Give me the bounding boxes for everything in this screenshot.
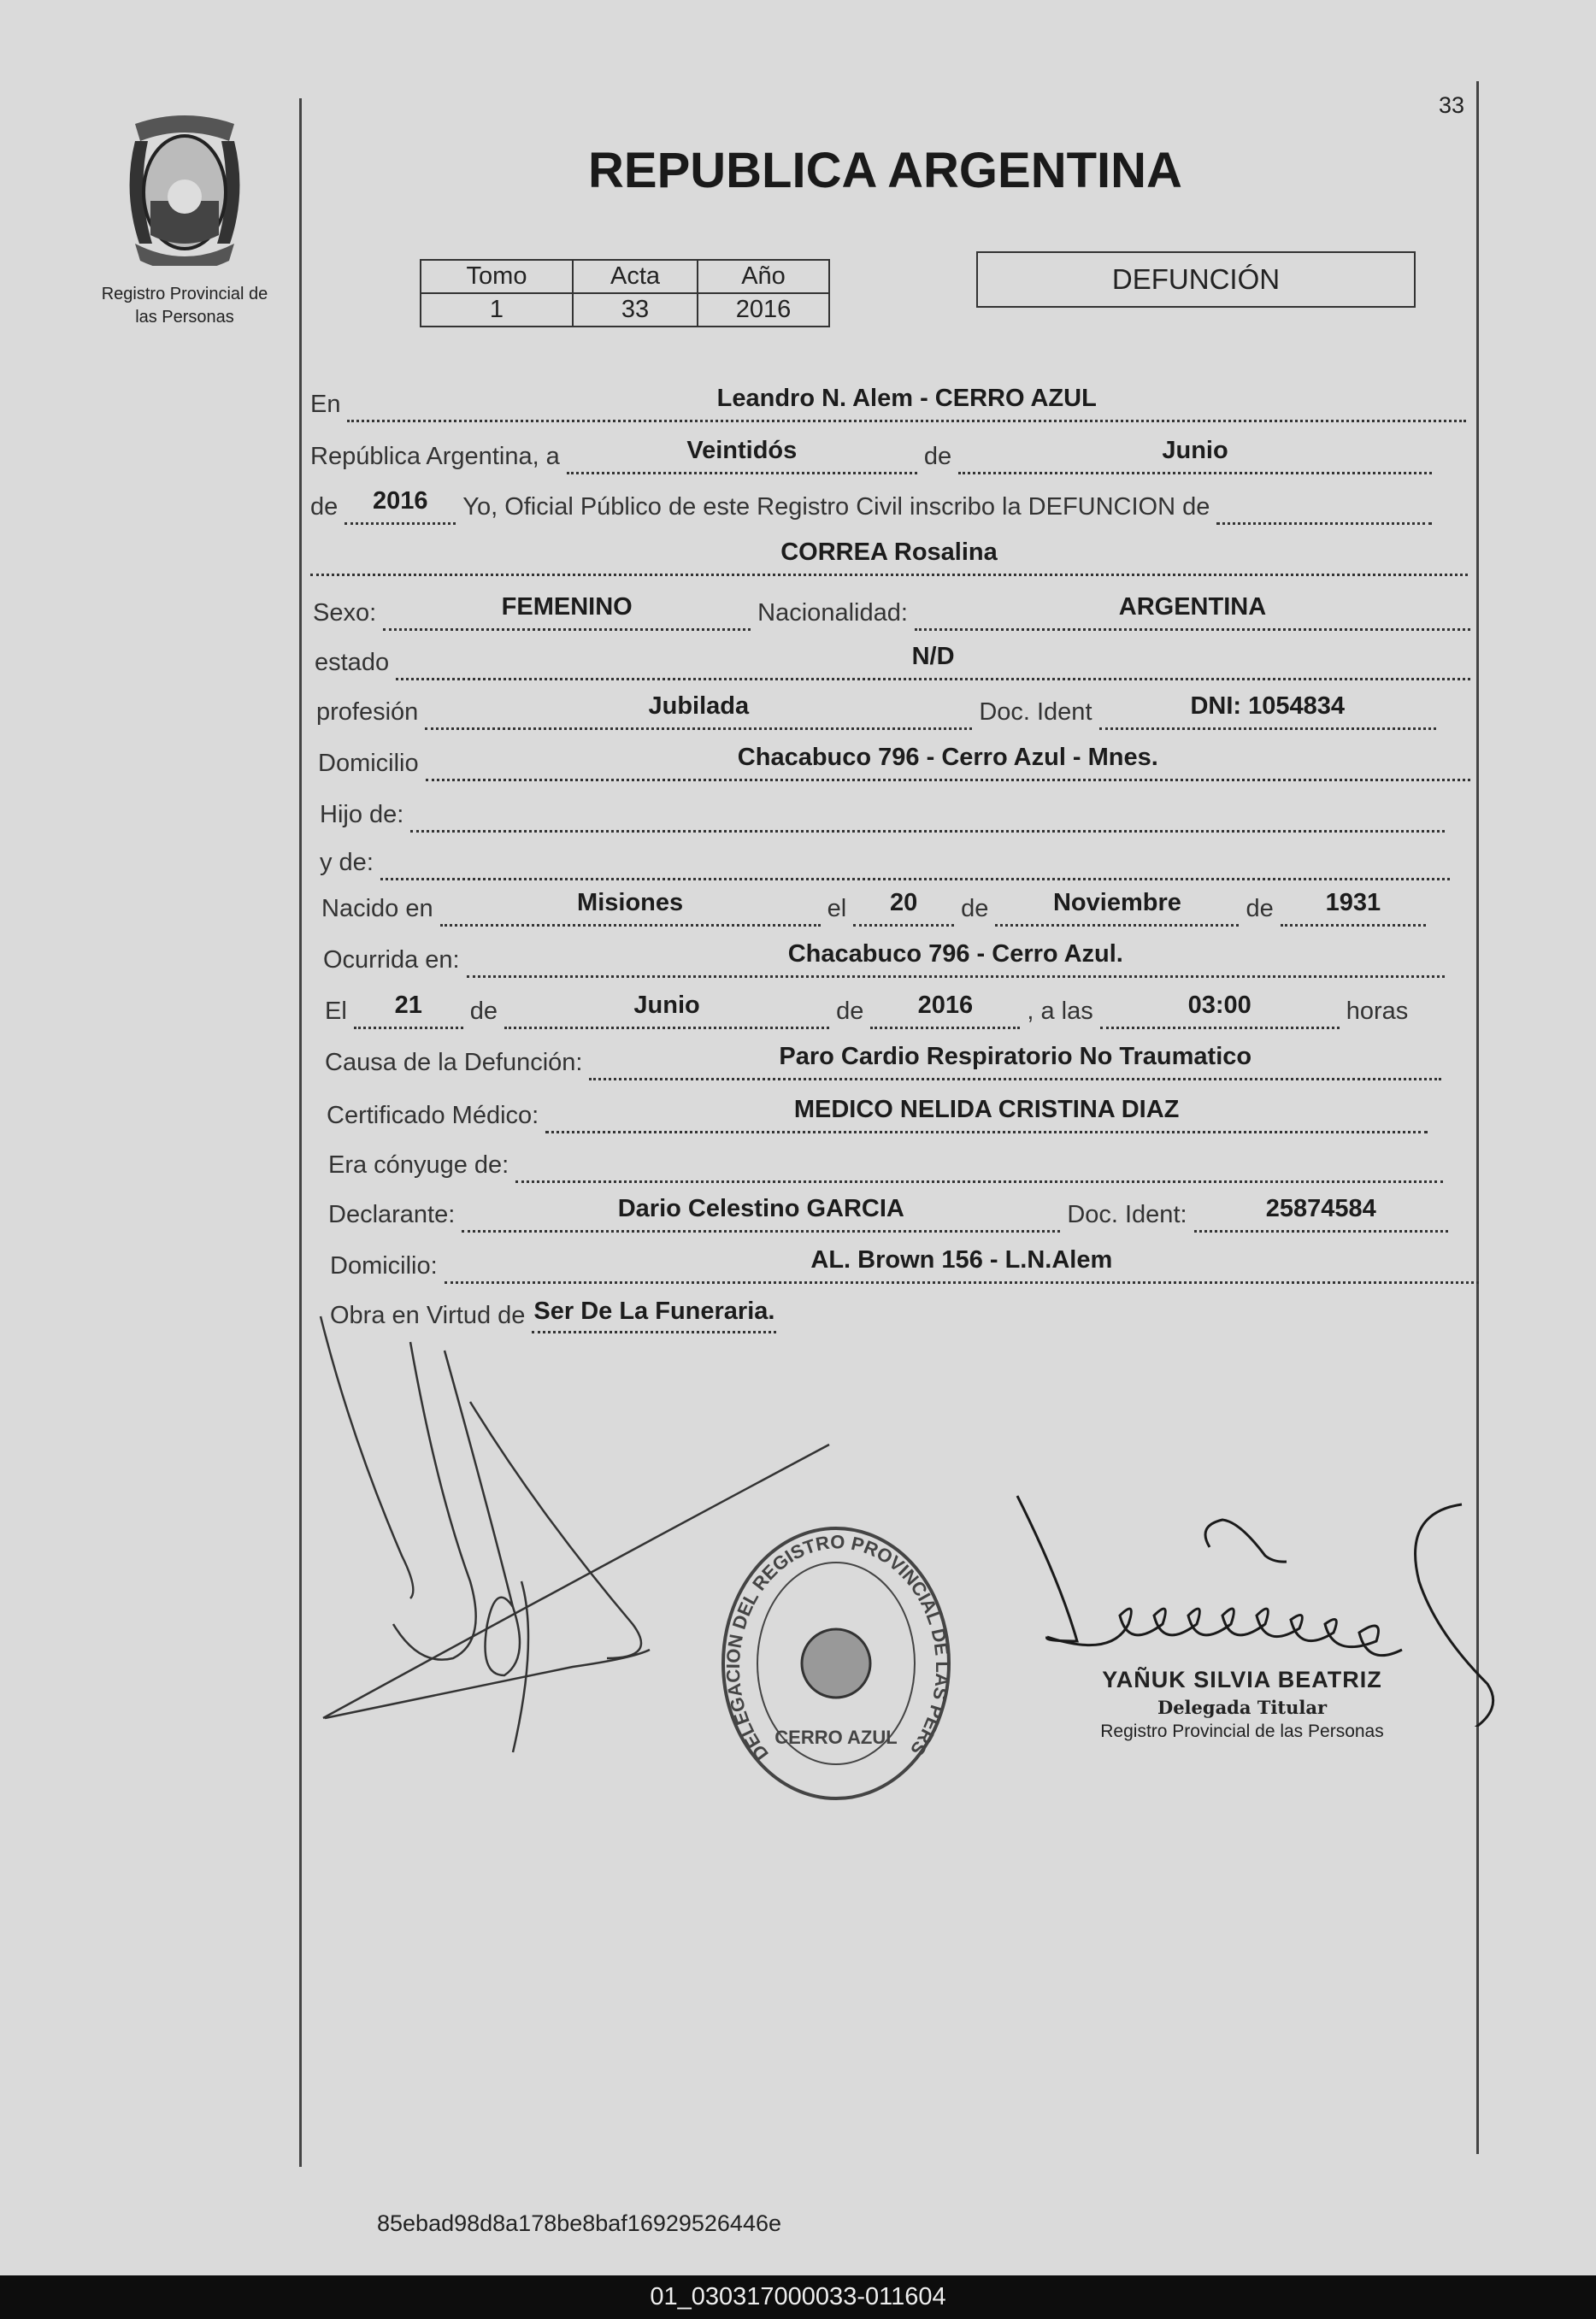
right-margin-line	[1476, 81, 1479, 2154]
obra-label: Obra en Virtud de	[330, 1302, 526, 1329]
signatory-office: Registro Provincial de las Personas	[1100, 1722, 1384, 1741]
row-profesion	[316, 692, 1443, 730]
domicilio-field: Chacabuco 796 - Cerro Azul - Mnes.	[426, 744, 1470, 781]
logo-caption-line2: las Personas	[135, 308, 234, 327]
causa-label: Causa de la Defunción:	[325, 1049, 583, 1076]
yde-label: y de:	[320, 849, 374, 876]
row-name	[310, 539, 1475, 576]
de-label: de	[923, 443, 952, 470]
alas-label: , a las	[1027, 998, 1093, 1025]
sexo-label: Sexo:	[313, 599, 377, 627]
doc-label: Doc. Ident	[979, 698, 1092, 726]
estado-field: N/D	[396, 643, 1470, 680]
misiones-seal-logo	[118, 115, 251, 266]
republica-label: República Argentina, a	[310, 443, 560, 470]
month-field: Junio	[958, 437, 1432, 474]
conyuge-field	[515, 1148, 1443, 1183]
row-estado	[315, 643, 1477, 680]
header-acta: Acta	[573, 260, 698, 293]
row-causa	[325, 1043, 1448, 1080]
death-month-field: Junio	[504, 992, 829, 1029]
stamp-inner-text: CERRO AZUL	[774, 1727, 898, 1748]
de-label: de	[469, 998, 498, 1025]
value-tomo: 1	[421, 293, 573, 327]
signatory-name: YAÑUK SILVIA BEATRIZ	[1102, 1667, 1382, 1692]
death-year-field: 2016	[870, 992, 1020, 1029]
domicilio-label: Domicilio	[318, 750, 419, 777]
doc-field: DNI: 1054834	[1099, 692, 1437, 730]
header-ano: Año	[698, 260, 829, 293]
nacido-label: Nacido en	[321, 895, 433, 922]
el-label: el	[827, 895, 847, 922]
stamp-text: DELEGACION DEL REGISTRO PROVINCIAL DE LAS PERS	[721, 1531, 954, 1765]
conyuge-label: Era cónyuge de:	[328, 1151, 509, 1179]
el-label: El	[325, 998, 347, 1025]
row-death-date	[325, 992, 1470, 1029]
row-yde	[320, 843, 1457, 880]
decl-doc-field: 25874584	[1194, 1195, 1448, 1233]
estado-label: estado	[315, 649, 390, 676]
footer-id-bar: 01_030317000033-011604	[0, 2275, 1596, 2319]
nacionalidad-label: Nacionalidad:	[757, 599, 908, 627]
row-en	[310, 385, 1473, 422]
birth-day-field: 20	[853, 889, 954, 927]
certificado-field: MEDICO NELIDA CRISTINA DIAZ	[545, 1096, 1428, 1133]
row-domicilio	[318, 744, 1477, 781]
de-label: de	[310, 493, 339, 521]
value-ano: 2016	[698, 293, 829, 327]
birthplace-field: Misiones	[440, 889, 821, 927]
yde-field	[380, 845, 1450, 880]
page-number: 33	[1439, 92, 1465, 118]
page-title: REPUBLICA ARGENTINA	[588, 143, 1182, 198]
decl-doc-label: Doc. Ident:	[1067, 1201, 1187, 1228]
decl-domicilio-field: AL. Brown 156 - L.N.Alem	[445, 1246, 1479, 1284]
hijo-field	[410, 798, 1445, 833]
row-yo	[310, 487, 1439, 525]
profesion-label: profesión	[316, 698, 419, 726]
birth-month-field: Noviembre	[995, 889, 1239, 927]
row-certificado	[327, 1096, 1434, 1133]
horas-label: horas	[1346, 998, 1409, 1025]
header-tomo: Tomo	[421, 260, 573, 293]
decl-domicilio-label: Domicilio:	[330, 1252, 438, 1280]
row-declarante	[328, 1195, 1455, 1233]
row-ocurrida	[323, 940, 1452, 978]
document-hash: 85ebad98d8a178be8baf16929526446e	[377, 2210, 782, 2236]
declarante-label: Declarante:	[328, 1201, 456, 1228]
nacionalidad-field: ARGENTINA	[915, 593, 1470, 631]
death-time-field: 03:00	[1100, 992, 1340, 1029]
birth-year-field: 1931	[1281, 889, 1426, 927]
de-label: de	[836, 998, 864, 1025]
row-decl-domicilio	[330, 1246, 1486, 1284]
yo-text: Yo, Oficial Público de este Registro Civil inscribo la DEFUNCION de	[462, 493, 1210, 521]
registry-stamp	[718, 1523, 954, 1804]
death-day-field: 21	[354, 992, 463, 1029]
year-field: 2016	[345, 487, 456, 525]
profesion-field: Jubilada	[425, 692, 972, 730]
signatory-role: Delegada Titular	[1157, 1697, 1328, 1718]
certificado-label: Certificado Médico:	[327, 1102, 539, 1129]
logo-caption-line1: Registro Provincial de	[101, 285, 268, 303]
record-type-box: DEFUNCIÓN	[976, 251, 1416, 308]
deceased-name-field: CORREA Rosalina	[310, 539, 1468, 576]
day-field: Veintidós	[567, 437, 917, 474]
row-conyuge	[328, 1145, 1450, 1183]
row-sexo	[313, 593, 1477, 631]
left-margin-line	[299, 98, 302, 2167]
row-date	[310, 437, 1439, 474]
row-hijo	[320, 795, 1452, 833]
value-acta: 33	[573, 293, 698, 327]
yo-blank	[1216, 490, 1432, 525]
de-label: de	[961, 895, 989, 922]
declarante-field: Dario Celestino GARCIA	[462, 1195, 1060, 1233]
en-label: En	[310, 391, 341, 418]
ocurrida-field: Chacabuco 796 - Cerro Azul.	[467, 940, 1445, 978]
place-field: Leandro N. Alem - CERRO AZUL	[347, 385, 1466, 422]
hijo-label: Hijo de:	[320, 801, 404, 828]
ocurrida-label: Ocurrida en:	[323, 946, 460, 974]
sexo-field: FEMENINO	[383, 593, 751, 631]
causa-field: Paro Cardio Respiratorio No Traumatico	[589, 1043, 1441, 1080]
record-table	[420, 259, 830, 327]
row-nacido	[321, 889, 1433, 927]
de-label: de	[1246, 895, 1274, 922]
obra-field: Ser De La Funeraria.	[532, 1298, 776, 1333]
